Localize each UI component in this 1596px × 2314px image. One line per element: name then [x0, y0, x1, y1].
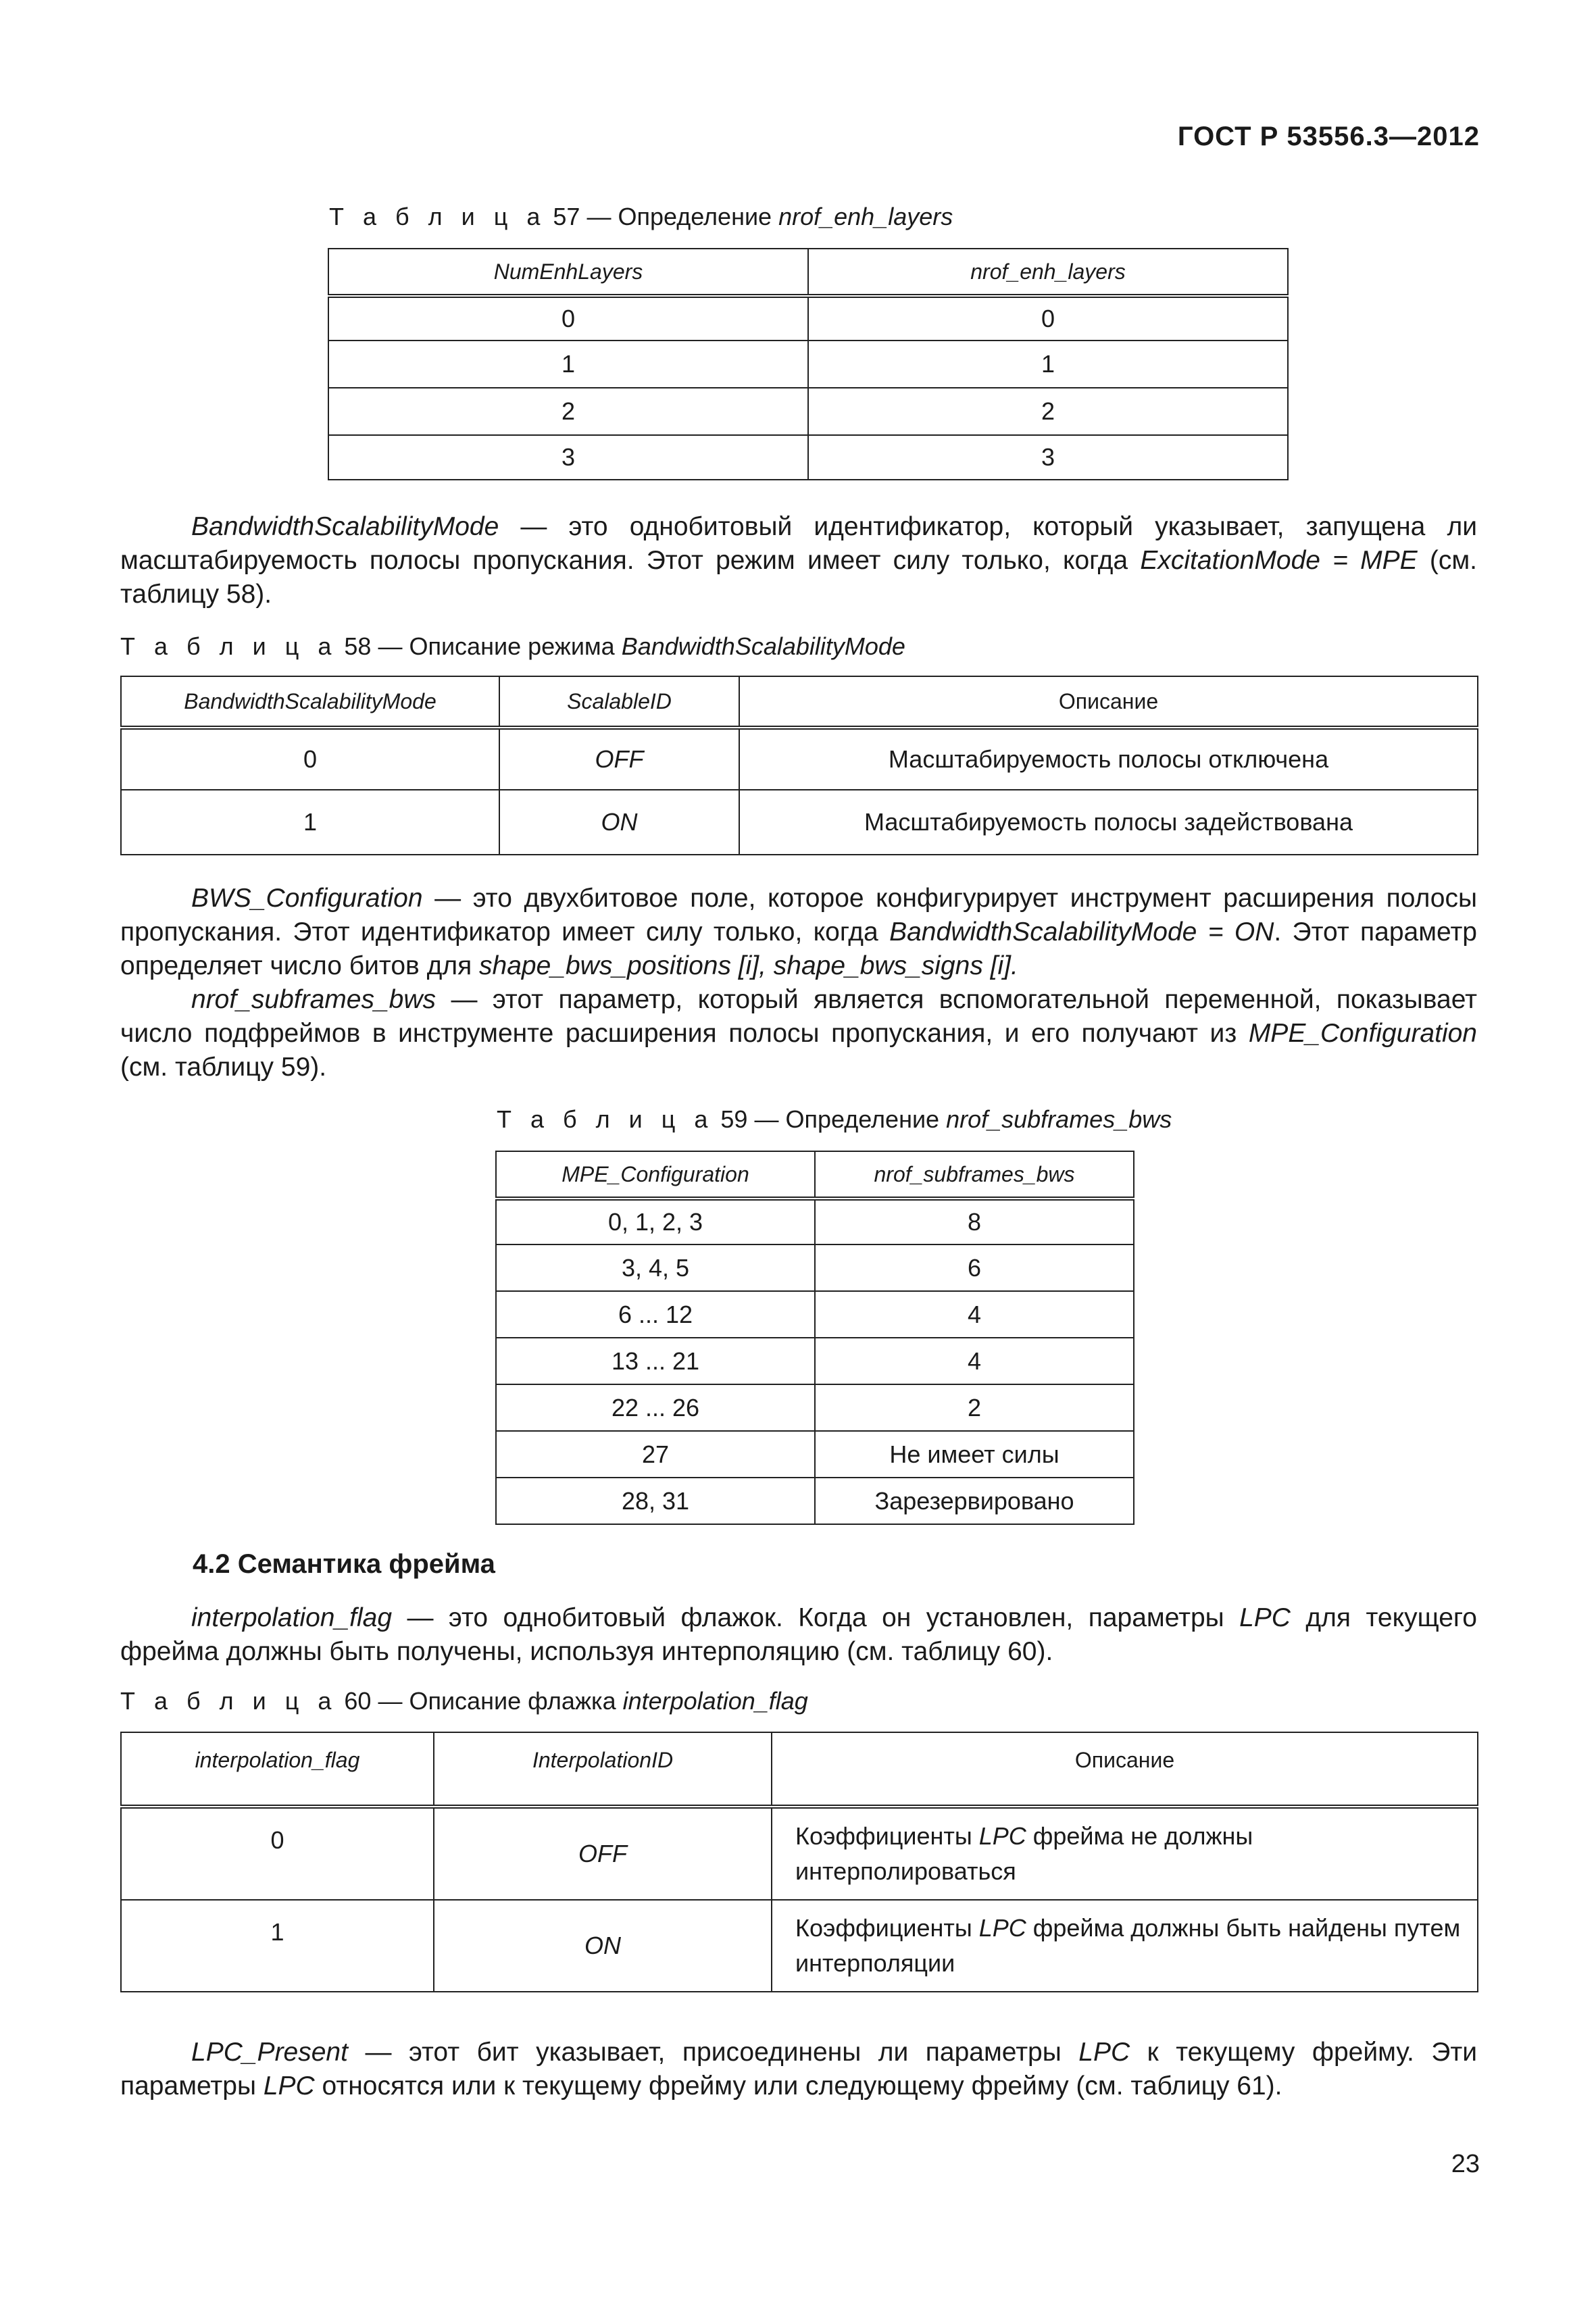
text: для текущего фрейма должны быть получены, используя интерполяцию (см. таблицу 60). [120, 1603, 1477, 1666]
column-header: Описание [772, 1732, 1478, 1807]
table-cell: 4 [815, 1338, 1134, 1384]
text: — этот параметр, который является вспомогательной переменной, показывает число подфреймов в инструменте расширения полосы пропускания, и его получают из [120, 985, 1477, 1048]
table-cell: 2 [328, 388, 808, 435]
table-cell: ON [434, 1900, 772, 1992]
table-60-caption [120, 1687, 808, 1715]
table-row [121, 1807, 1478, 1900]
paragraph-bws-configuration [120, 882, 1477, 983]
table-cell: 0, 1, 2, 3 [496, 1199, 815, 1244]
table-cell: OFF [499, 728, 739, 790]
term: LPC [1239, 1603, 1291, 1632]
column-header: BandwidthScalabilityMode [121, 676, 499, 728]
column-header: nrof_enh_layers [808, 249, 1288, 296]
caption-prefix: Т а б л и ц а [120, 1687, 338, 1715]
table-cell: 0 [121, 728, 499, 790]
caption-term: nrof_subframes_bws [946, 1105, 1172, 1133]
column-header: interpolation_flag [121, 1732, 434, 1807]
caption-term: nrof_enh_layers [778, 203, 953, 230]
table-row [328, 341, 1288, 388]
term: ExcitationMode = MPE [1140, 546, 1418, 575]
table-cell: 8 [815, 1199, 1134, 1244]
text: к текущему фрейму. Эти параметры [120, 2038, 1477, 2101]
table-cell: OFF [434, 1807, 772, 1900]
table-cell: 1 [808, 341, 1288, 388]
text: Коэффициенты [795, 1822, 979, 1850]
page-number: 23 [1451, 2150, 1480, 2178]
section-heading: 4.2 Семантика фрейма [193, 1549, 495, 1579]
table-cell: Зарезервировано [815, 1478, 1134, 1524]
table-cell: 0 [328, 296, 808, 341]
paragraph-lpc-present [120, 2036, 1477, 2103]
caption-text: 58 — Описание режима [337, 632, 622, 660]
table-59 [495, 1151, 1134, 1525]
table-row [496, 1478, 1134, 1524]
term: MPE_Configuration [1248, 1019, 1477, 1048]
term: LPC [1078, 2038, 1130, 2067]
text: — это однобитовый флажок. Когда он установлен, параметры [392, 1603, 1240, 1632]
caption-text: 59 — Определение [714, 1105, 947, 1133]
table-row [496, 1431, 1134, 1478]
term: LPC_Present [191, 2038, 348, 2067]
table-60 [120, 1732, 1478, 1992]
caption-prefix: Т а б л и ц а [120, 632, 338, 660]
text: (см. таблицу 59). [120, 1053, 327, 1082]
term: LPC [263, 2071, 315, 2101]
column-header: nrof_subframes_bws [815, 1151, 1134, 1199]
column-header: NumEnhLayers [328, 249, 808, 296]
table-row [328, 388, 1288, 435]
paragraph-bandwidth-scalability-mode [120, 510, 1477, 611]
table-cell: Масштабируемость полосы задействована [739, 790, 1478, 855]
term: BWS_Configuration [191, 884, 423, 913]
document-code: ГОСТ Р 53556.3—2012 [1177, 122, 1480, 151]
table-cell: 0 [121, 1807, 434, 1900]
table-cell: 2 [815, 1384, 1134, 1431]
table-59-caption [497, 1105, 1172, 1134]
column-header: Описание [739, 676, 1478, 728]
table-cell: Не имеет силы [815, 1431, 1134, 1478]
paragraph-nrof-subframes-bws [120, 983, 1477, 1084]
table-cell: 1 [121, 1900, 434, 1992]
table-57 [328, 248, 1289, 480]
table-58 [120, 676, 1478, 855]
column-header: InterpolationID [434, 1732, 772, 1807]
table-cell [772, 1900, 1478, 1992]
caption-prefix: Т а б л и ц а [329, 203, 547, 230]
table-cell: 3, 4, 5 [496, 1244, 815, 1291]
table-row [496, 1199, 1134, 1244]
text: (см. таблицу 58). [120, 546, 1477, 609]
term: BandwidthScalabilityMode = ON [889, 917, 1274, 947]
table-row [496, 1291, 1134, 1338]
table-row [496, 1384, 1134, 1431]
table-cell: 3 [808, 435, 1288, 480]
table-row [496, 1338, 1134, 1384]
table-cell: 3 [328, 435, 808, 480]
caption-term: interpolation_flag [622, 1687, 808, 1715]
table-cell: 0 [808, 296, 1288, 341]
table-cell [772, 1807, 1478, 1900]
term: shape_bws_positions [i], shape_bws_signs [i]. [479, 951, 1018, 980]
table-cell: 28, 31 [496, 1478, 815, 1524]
paragraph-interpolation-flag [120, 1601, 1477, 1669]
table-57-caption [329, 203, 953, 231]
text: — этот бит указывает, присоединены ли параметры [347, 2038, 1079, 2067]
caption-text: 57 — Определение [546, 203, 779, 230]
table-row [496, 1244, 1134, 1291]
table-cell: 4 [815, 1291, 1134, 1338]
table-cell: 6 [815, 1244, 1134, 1291]
column-header: ScalableID [499, 676, 739, 728]
table-row [121, 728, 1478, 790]
table-row [328, 296, 1288, 341]
table-cell: 6 ... 12 [496, 1291, 815, 1338]
table-cell: Масштабируемость полосы отключена [739, 728, 1478, 790]
column-header: MPE_Configuration [496, 1151, 815, 1199]
table-58-caption [120, 632, 905, 661]
text: фрейма должны быть найдены путем интерполяции [795, 1914, 1461, 1977]
text: относятся или к текущему фрейму или следующему фрейму (см. таблицу 61). [314, 2071, 1282, 2101]
table-cell: 27 [496, 1431, 815, 1478]
table-cell: 2 [808, 388, 1288, 435]
table-cell: 13 ... 21 [496, 1338, 815, 1384]
term: nrof_subframes_bws [191, 985, 437, 1014]
table-row [328, 435, 1288, 480]
caption-text: 60 — Описание флажка [337, 1687, 623, 1715]
table-cell: ON [499, 790, 739, 855]
text: . Этот параметр определяет число битов для [120, 917, 1478, 980]
table-cell: 22 ... 26 [496, 1384, 815, 1431]
table-row [121, 790, 1478, 855]
term: BandwidthScalabilityMode [191, 512, 499, 541]
text: — это однобитовый идентификатор, который указывает, запущена ли масштабируемость полосы пропускания. Этот режим имеет силу только, когда [120, 512, 1477, 575]
caption-prefix: Т а б л и ц а [497, 1105, 714, 1133]
table-row [121, 1900, 1478, 1992]
term: LPC [978, 1822, 1026, 1850]
term: LPC [978, 1914, 1026, 1942]
caption-term: BandwidthScalabilityMode [621, 632, 905, 660]
table-cell: 1 [328, 341, 808, 388]
text: — это двухбитовое поле, которое конфигурирует инструмент расширения полосы пропускания. Этот идентификатор имеет силу только, когда [120, 884, 1477, 947]
text: Коэффициенты [795, 1914, 979, 1942]
term: interpolation_flag [191, 1603, 393, 1632]
text: фрейма не должны интерполироваться [795, 1822, 1253, 1885]
table-cell: 1 [121, 790, 499, 855]
